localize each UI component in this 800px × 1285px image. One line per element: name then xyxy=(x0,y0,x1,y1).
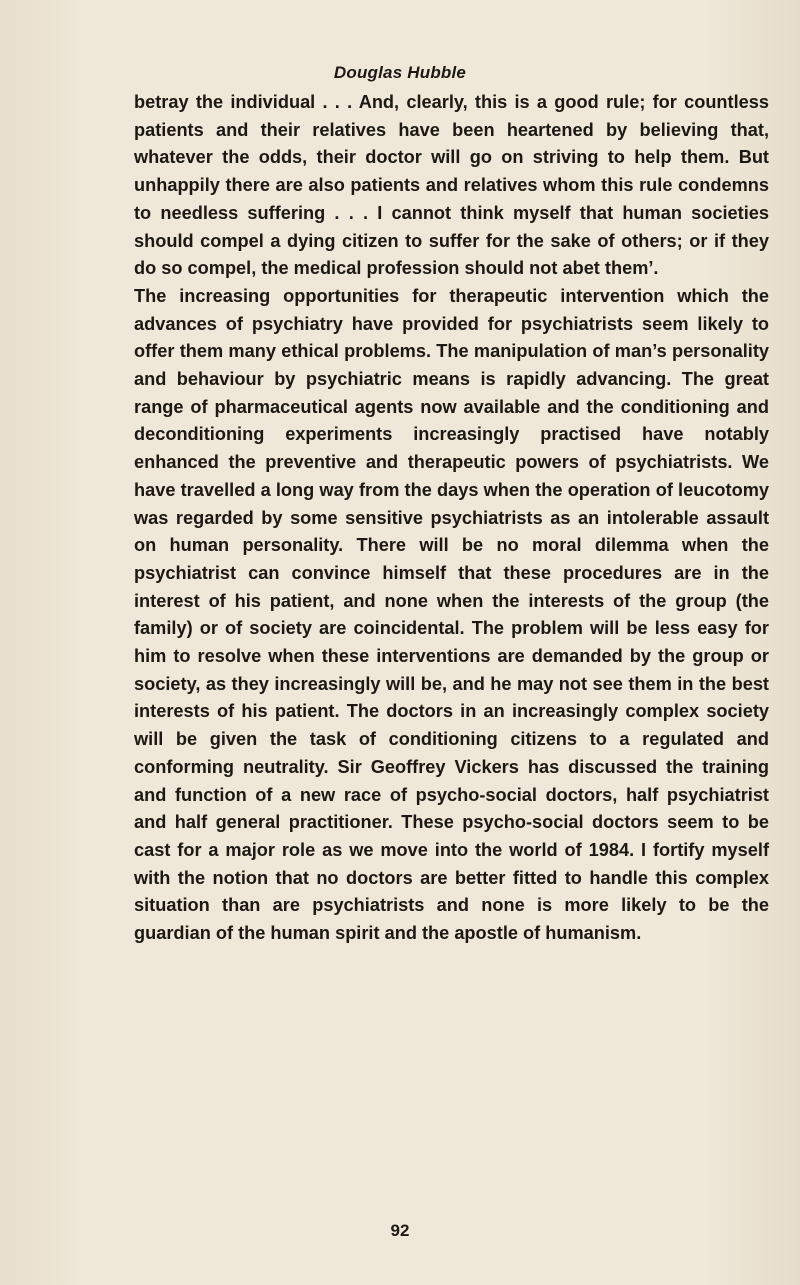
page-number: 92 xyxy=(390,1221,410,1240)
body-text xyxy=(134,89,769,948)
paragraph-psychiatry: The increasing opportunities for therapeutic intervention which the advances of psychiatry have provided for psychiatrists seem likely to offer them many ethical problems. The manipulation of man’s personality and behaviour by psychiatric means is rapidly advancing. The great range of pharmaceutical agents now available and the conditioning and deconditioning experiments increasingly practised have notably enhanced the preventive and therapeutic powers of psychiatrists. We have travelled a long way from the days when the operation of leucotomy was regarded by some sensitive psychiatrists as an intolerable assault on human personality. There will be no moral dilemma when the psychiatrist can convince himself that these procedures are in the interest of his patient, and none when the interests of the group (the family) or of society are coincidental. The problem will be less easy for him to resolve when these interventions are demanded by the group or society, as they increasingly will be, and he may not see them in the best interests of his patient. The doctors in an increasingly complex society will be given the task of conditioning citizens to a regulated and conforming neutrality. Sir Geoffrey Vickers has discussed the training and function of a new race of psycho-social doctors, half psychiatrist and half general practitioner. These psycho-social doctors seem to be cast for a major role as we move into the world of 1984. I fortify myself with the notion that no doctors are better fitted to handle this complex situation than are psychiatrists and none is more likely to be the guardian of the human spirit and the apostle of humanism. xyxy=(134,285,769,944)
paragraph-continuation: betray the individual . . . And, clearly, this is a good rule; for countless patients and their relatives have been heartened by believing that, whatever the odds, their doctor will go on striving to help them. But unhappily there are also patients and relatives whom this rule condemns to needless suffering . . . I cannot think myself that human societies should compel a dying citizen to suffer for the sake of others; or if they do so compel, the medical profession should not abet them’. xyxy=(134,92,769,279)
running-head: Douglas Hubble xyxy=(333,63,467,82)
